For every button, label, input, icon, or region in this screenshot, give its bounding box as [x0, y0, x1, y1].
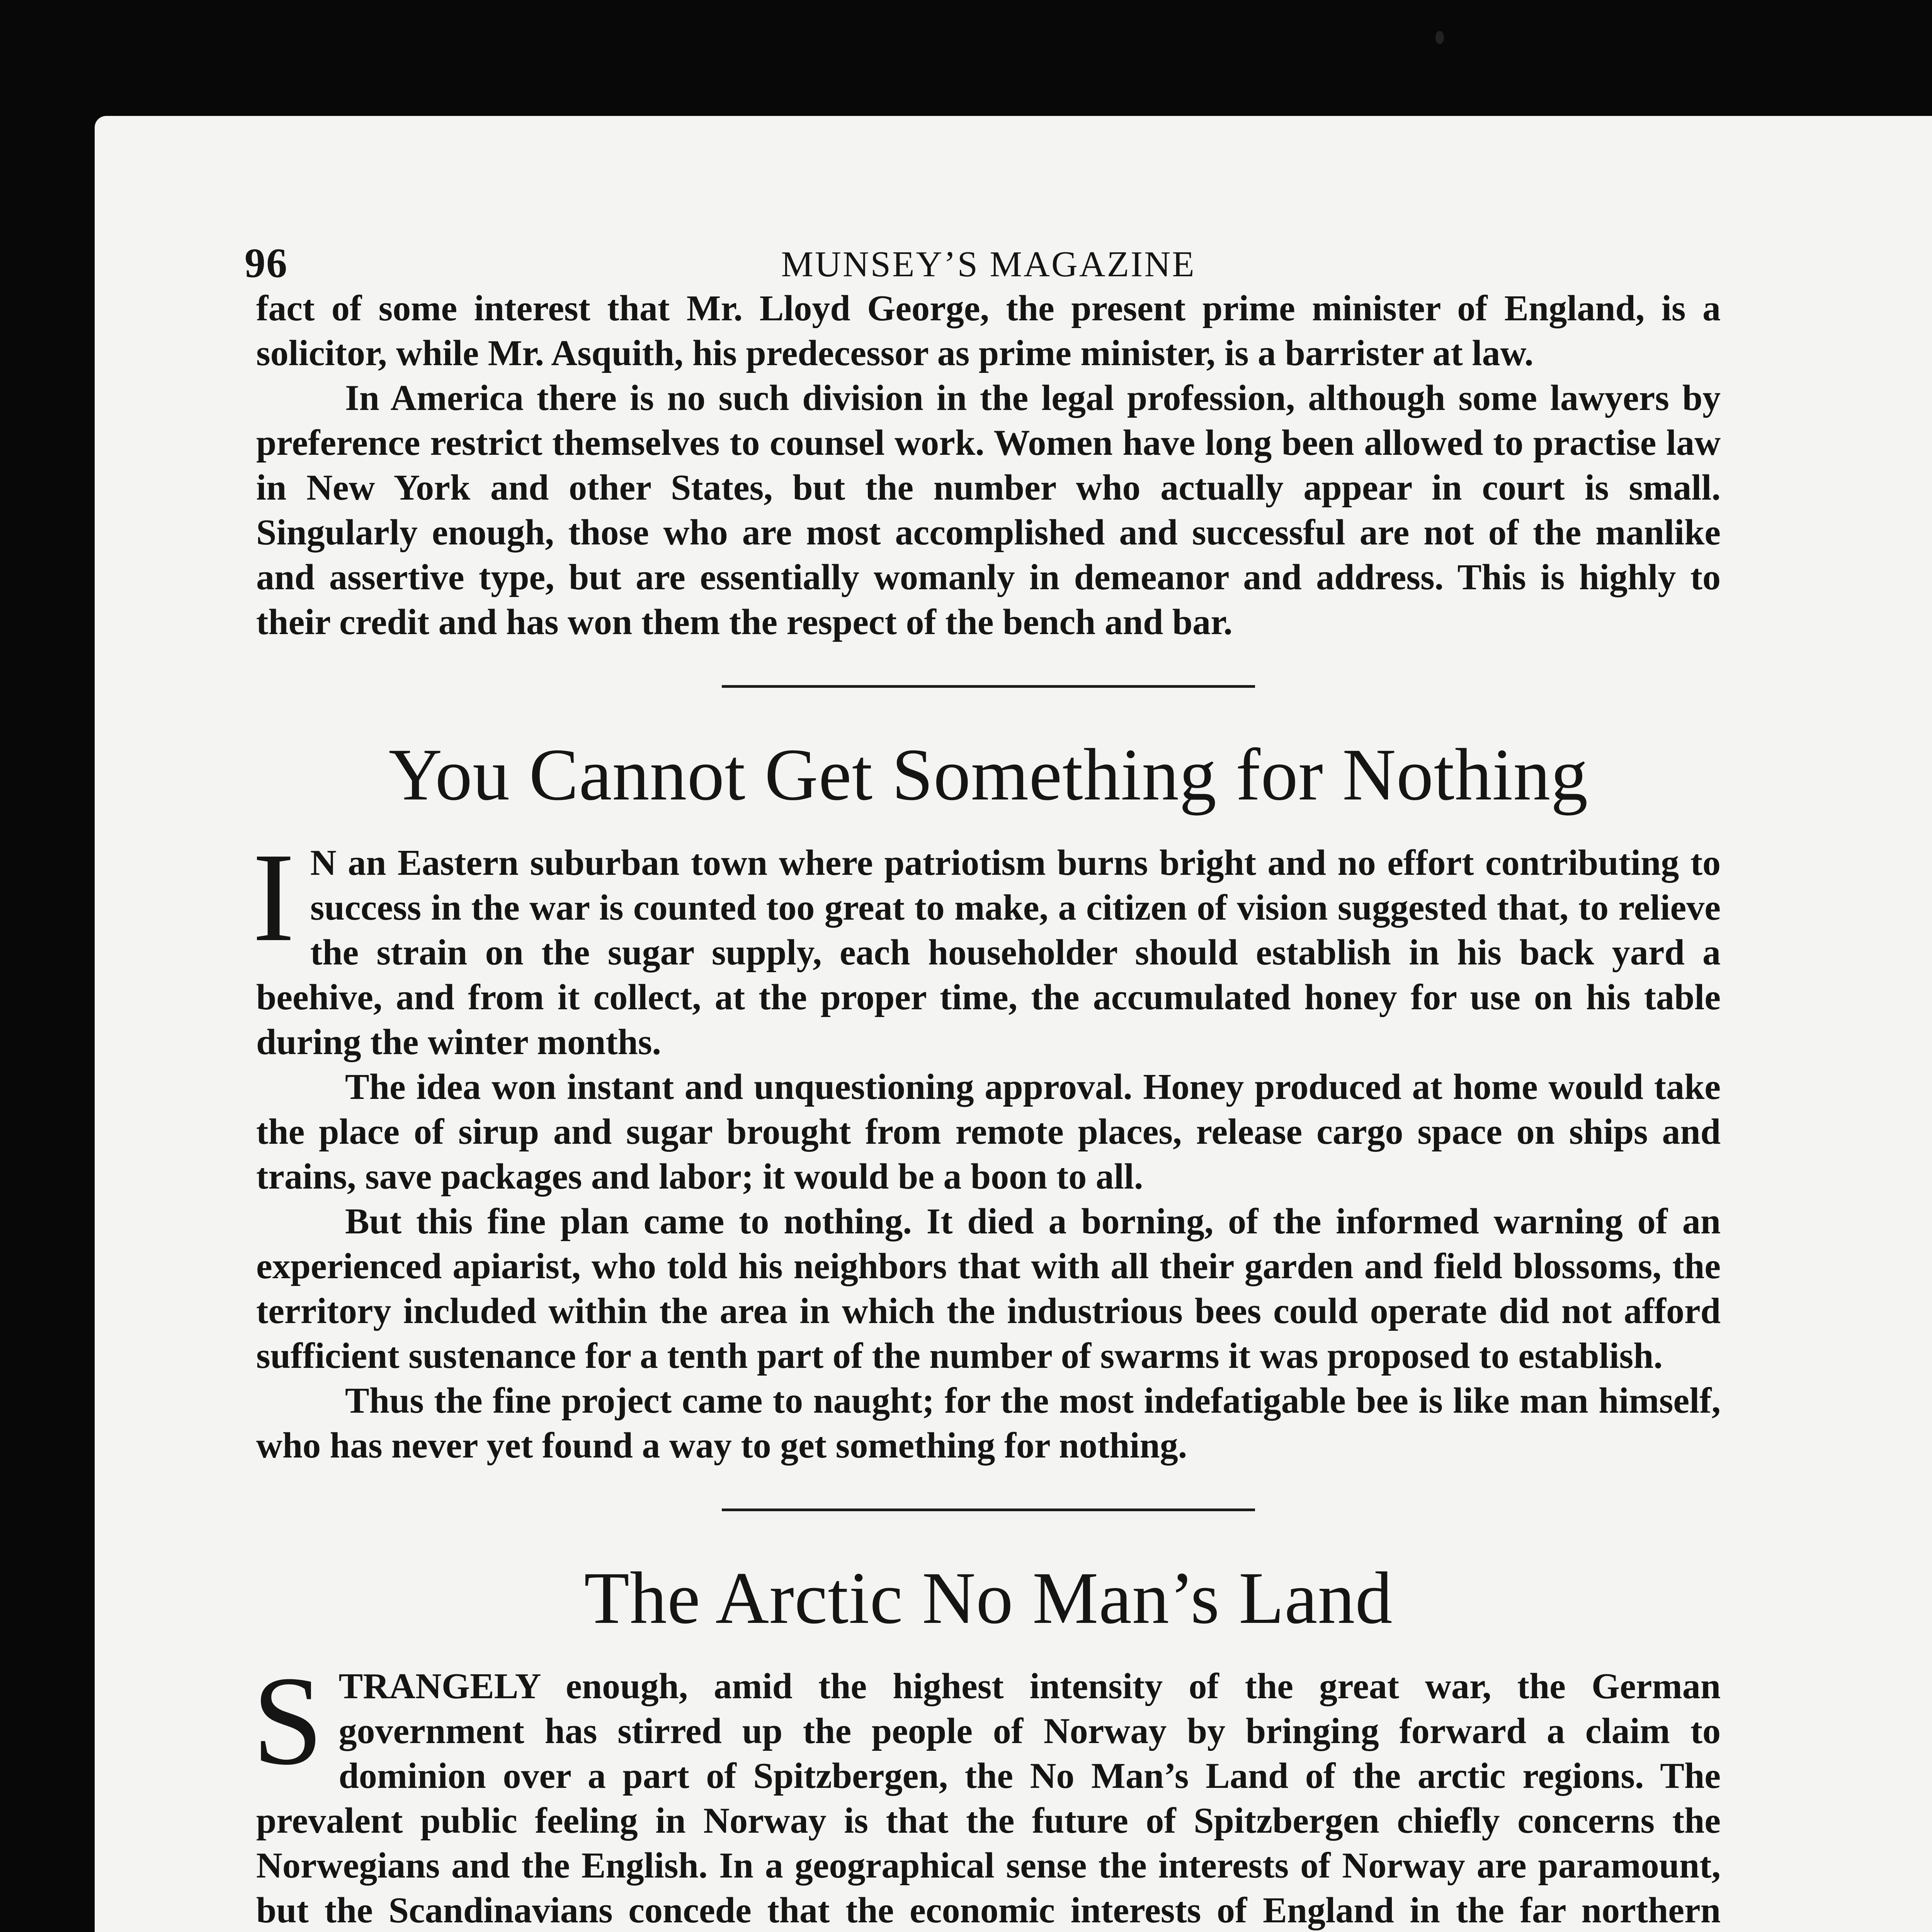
body-paragraph: Thus the fine project came to naught; for the most indefatigable bee is like man himself, who has never yet found a way to get something for nothing.	[256, 1381, 1721, 1466]
body-paragraph: The idea won instant and unquestioning approval. Honey produced at home would take the place of sirup and sugar brought from remote places, release cargo space on ships and trains, save packages and labor; it would be a boon to all.	[256, 1067, 1721, 1197]
ink-speck	[1435, 31, 1444, 44]
article-something-for-nothing	[252, 732, 1721, 1468]
body-paragraph: fact of some interest that Mr. Lloyd George, the present prime minister of England, is a solicitor, while Mr. Asquith, his predecessor as prime minister, is a barrister at law.	[256, 288, 1721, 373]
lead-paragraph	[252, 827, 1721, 1065]
article-title: You Cannot Get Something for Nothing	[388, 733, 1588, 816]
page-text-column	[245, 228, 1721, 1932]
article-title: The Arctic No Man’s Land	[584, 1557, 1393, 1639]
running-header	[245, 228, 1721, 286]
body-paragraph: But this fine plan came to nothing. It died a borning, of the informed warning of an experienced apiarist, who told his neighbors that with all their garden and field blossoms, the territory included within the area in which the industrious bees could operate did not afford sufficient sustenance for a tenth part of the number of swarms it was proposed to establish.	[256, 1201, 1721, 1376]
section-divider	[722, 685, 1255, 688]
article-arctic-no-mans-land	[252, 1556, 1721, 1932]
lead-paragraph-text: N an Eastern suburban town where patriotism burns bright and no effort contributing to success in the war is counted too great to make, a citizen of vision suggested that, to relieve the strain on the sugar supply, each householder should establish in his back yard a beehive, and from it collect, at the proper time, the accumulated honey for use on his table during the winter months.	[256, 843, 1721, 1062]
drop-cap: S	[252, 1650, 323, 1791]
lead-paragraph-text: TRANGELY enough, amid the highest intensity of the great war, the German government has stirred up the people of Norway by bringing forward a claim to dominion over a part of Spitzbergen, the No Man’s Land of the arctic regions. The prevalent public feeling in Norway is that the future of Spitzbergen chiefly concerns the Norwegians and the English. In a geographical sense the interests of Norway are paramount, but the Scandinavians concede that the economic interests of England in the far northern	[256, 1666, 1721, 1930]
section-divider	[722, 1509, 1255, 1511]
body-paragraph: In America there is no such division in the legal profession, although some lawyers by preference restrict themselves to counsel work. Women have long been allowed to practise law in New York and other States, but the number who actually appear in court is small. Singularly enough, those who are most accomplished and successful are not of the manlike and assertive type, but are essentially womanly in demeanor and address. This is highly to their credit and has won them the respect of the bench and bar.	[256, 378, 1721, 642]
intro-section	[256, 286, 1721, 645]
drop-cap: I	[252, 827, 295, 968]
magazine-name: MUNSEY’S MAGAZINE	[781, 244, 1196, 284]
lead-paragraph	[252, 1650, 1721, 1932]
page-number: 96	[245, 240, 288, 286]
